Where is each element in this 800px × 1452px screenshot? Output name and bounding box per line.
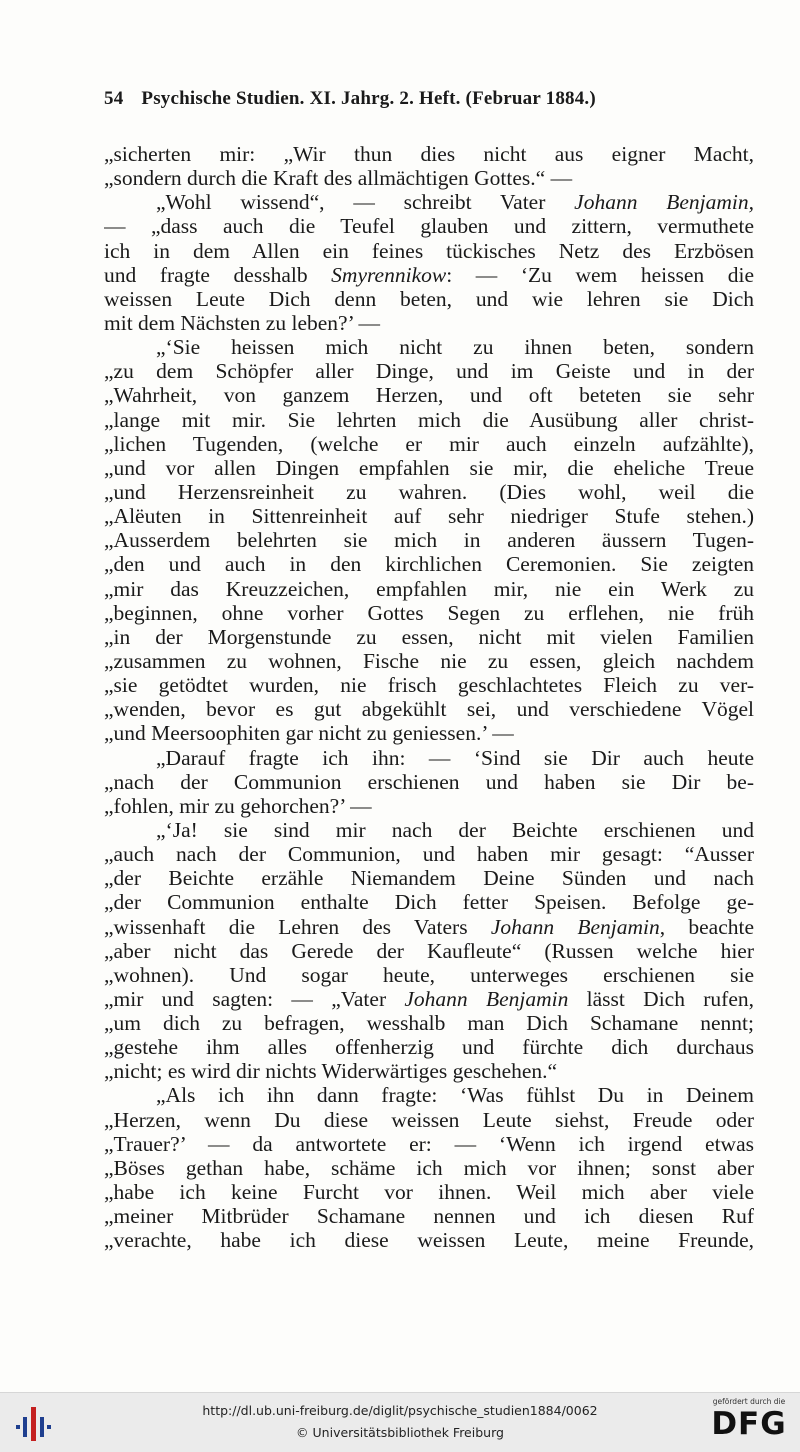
- italic-name: Johann Benjamin: [404, 986, 569, 1011]
- text-segment: „wohnen). Und sogar heute, unterweges erschienen sie: [104, 962, 754, 987]
- body-text: [104, 142, 754, 1252]
- text-line: [104, 987, 754, 1011]
- text-segment: „Wohl wissend“, — schreibt Vater: [156, 190, 575, 215]
- text-line: [104, 287, 754, 311]
- page-number: 54: [104, 88, 124, 109]
- text-segment: „und vor allen Dingen empfahlen sie mir, die eheliche Treue: [104, 455, 754, 480]
- text-segment: „zusammen zu wohnen, Fische nie zu essen, gleich nachdem: [104, 648, 754, 673]
- text-line: [104, 1204, 754, 1228]
- copyright-notice: © Universitätsbibliothek Freiburg: [296, 1425, 504, 1440]
- text-line: [104, 625, 754, 649]
- text-line: [104, 456, 754, 480]
- text-line: [104, 746, 754, 770]
- text-segment: „Wahrheit, von ganzem Herzen, und oft beteten sie sehr: [104, 383, 754, 408]
- text-segment: „den und auch in den kirchlichen Ceremonien. Sie zeigten: [104, 552, 754, 577]
- text-segment: „Ausserdem belehrten sie mich in anderen äussern Tugen-: [104, 528, 754, 553]
- text-segment: „mir das Kreuzzeichen, empfahlen mir, nie ein Werk zu: [104, 576, 754, 601]
- text-line: [104, 239, 754, 263]
- text-segment: „sicherten mir: „Wir thun dies nicht aus eigner Macht,: [104, 142, 754, 166]
- text-segment: „und Herzensreinheit zu wahren. (Dies wohl, weil die: [104, 479, 754, 504]
- text-segment: „wissenhaft die Lehren des Vaters: [104, 914, 491, 939]
- dfg-logo: [708, 1397, 790, 1442]
- text-segment: „‘Sie heissen mich nicht zu ihnen beten, sondern: [156, 335, 754, 360]
- text-line: [104, 1035, 754, 1059]
- text-segment: „in der Morgenstunde zu essen, nicht mit vielen Familien: [104, 624, 754, 649]
- text-line: [104, 383, 754, 407]
- text-line: [104, 1059, 754, 1083]
- text-line: [104, 842, 754, 866]
- running-title: Psychische Studien. XI. Jahrg. 2. Heft. (Februar 1884.): [141, 88, 596, 109]
- text-line: [104, 1083, 754, 1107]
- dfg-wordmark: DFG: [711, 1406, 787, 1442]
- text-segment: „Trauer?’ — da antwortete er: — ‘Wenn ich irgend etwas: [104, 1131, 754, 1156]
- italic-name: Smyrennikow: [331, 262, 447, 287]
- text-line: [104, 866, 754, 890]
- text-line: [104, 528, 754, 552]
- italic-name: Johann Benjamin: [490, 914, 660, 939]
- running-header: [104, 88, 754, 110]
- text-line: [104, 673, 754, 697]
- text-segment: mit dem Nächsten zu leben?’ —: [104, 310, 381, 335]
- text-segment: „sie getödtet wurden, nie frisch geschlachtetes Fleich zu ver-: [104, 673, 754, 698]
- text-segment: ich in dem Allen ein feines tückisches Netz des Erzbösen: [104, 238, 754, 263]
- text-segment: „Darauf fragte ich ihn: — ‘Sind sie Dir auch heute: [156, 745, 754, 770]
- text-line: [104, 142, 754, 166]
- text-line: [104, 601, 754, 625]
- text-segment: „wenden, bevor es gut abgekühlt sei, und verschiedene Vögel: [104, 697, 754, 722]
- text-line: [104, 552, 754, 576]
- text-segment: „verachte, habe ich diese weissen Leute, meine Freunde,: [104, 1228, 754, 1253]
- viewer-footer: [0, 1392, 800, 1452]
- text-segment: , beachte: [659, 914, 754, 939]
- text-segment: „nicht; es wird dir nichts Widerwärtiges geschehen.“: [104, 1059, 558, 1084]
- text-segment: „aber nicht das Gerede der Kaufleute“ (Russen welche hier: [104, 938, 754, 963]
- text-line: [104, 190, 754, 214]
- text-segment: „Böses gethan habe, schäme ich mich vor ihnen; sonst aber: [104, 1155, 754, 1180]
- text-line: [104, 818, 754, 842]
- text-line: [104, 721, 754, 745]
- text-segment: „habe ich keine Furcht vor ihnen. Weil mich aber viele: [104, 1180, 754, 1205]
- text-segment: „Alëuten in Sittenreinheit auf sehr niedriger Stufe stehen.): [104, 504, 754, 529]
- text-segment: „der Communion enthalte Dich fetter Speisen. Befolge ge-: [104, 890, 754, 915]
- text-line: [104, 1228, 754, 1252]
- text-segment: weissen Leute Dich denn beten, und wie lehren sie Dich: [104, 286, 754, 311]
- text-line: [104, 697, 754, 721]
- text-segment: „lange mit mir. Sie lehrten mich die Ausübung aller christ-: [104, 407, 754, 432]
- text-line: [104, 577, 754, 601]
- text-line: [104, 432, 754, 456]
- text-segment: „lichen Tugenden, (welche er mir auch einzeln aufzählte),: [104, 431, 754, 456]
- text-segment: „auch nach der Communion, und haben mir gesagt: “Ausser: [104, 842, 754, 867]
- text-segment: „‘Ja! sie sind mir nach der Beichte erschienen und: [156, 817, 754, 842]
- text-line: [104, 1108, 754, 1132]
- text-segment: : — ‘Zu wem heissen die: [446, 262, 754, 287]
- text-segment: „Herzen, wenn Du diese weissen Leute siehst, Freude oder: [104, 1107, 754, 1132]
- text-segment: und fragte desshalb: [104, 262, 332, 287]
- text-line: [104, 166, 754, 190]
- text-segment: „sondern durch die Kraft des allmächtigen Gottes.“ —: [104, 166, 573, 191]
- text-segment: „meiner Mitbrüder Schamane nennen und ich diesen Ruf: [104, 1204, 754, 1229]
- text-line: [104, 408, 754, 432]
- text-line: [104, 1156, 754, 1180]
- text-segment: „mir und sagten: — „Vater: [104, 986, 405, 1011]
- text-line: [104, 504, 754, 528]
- text-segment: „nach der Communion erschienen und haben sie Dir be-: [104, 769, 754, 794]
- text-segment: — „dass auch die Teufel glauben und zittern, vermuthete: [104, 214, 754, 239]
- text-line: [104, 1180, 754, 1204]
- text-segment: „Als ich ihn dann fragte: ‘Was fühlst Du in Deinem: [156, 1083, 754, 1108]
- text-segment: „und Meersoophiten gar nicht zu geniessen.’ —: [104, 721, 514, 746]
- text-line: [104, 214, 754, 238]
- text-line: [104, 915, 754, 939]
- text-segment: „gestehe ihm alles offenherzig und fürchte dich durchaus: [104, 1035, 754, 1060]
- text-segment: „um dich zu befragen, wesshalb man Dich Schamane nennt;: [104, 1011, 754, 1036]
- text-line: [104, 939, 754, 963]
- text-line: [104, 311, 754, 335]
- text-line: [104, 649, 754, 673]
- text-line: [104, 335, 754, 359]
- text-segment: „zu dem Schöpfer aller Dinge, und im Geiste und in der: [104, 359, 754, 384]
- text-line: [104, 263, 754, 287]
- italic-name: Johann Benjamin,: [574, 190, 754, 215]
- text-segment: lässt Dich rufen,: [568, 986, 754, 1011]
- text-segment: „beginnen, ohne vorher Gottes Segen zu erflehen, nie früh: [104, 600, 754, 625]
- text-line: [104, 963, 754, 987]
- text-segment: „fohlen, mir zu gehorchen?’ —: [104, 793, 372, 818]
- document-url-link[interactable]: http://dl.ub.uni-freiburg.de/diglit/psychische_studien1884/0062: [202, 1403, 598, 1418]
- text-line: [104, 1132, 754, 1156]
- dfg-caption: gefördert durch die: [712, 1397, 786, 1406]
- text-line: [104, 794, 754, 818]
- text-segment: „der Beichte erzähle Niemandem Deine Sünden und nach: [104, 866, 754, 891]
- text-line: [104, 480, 754, 504]
- text-line: [104, 890, 754, 914]
- text-line: [104, 770, 754, 794]
- text-line: [104, 359, 754, 383]
- text-line: [104, 1011, 754, 1035]
